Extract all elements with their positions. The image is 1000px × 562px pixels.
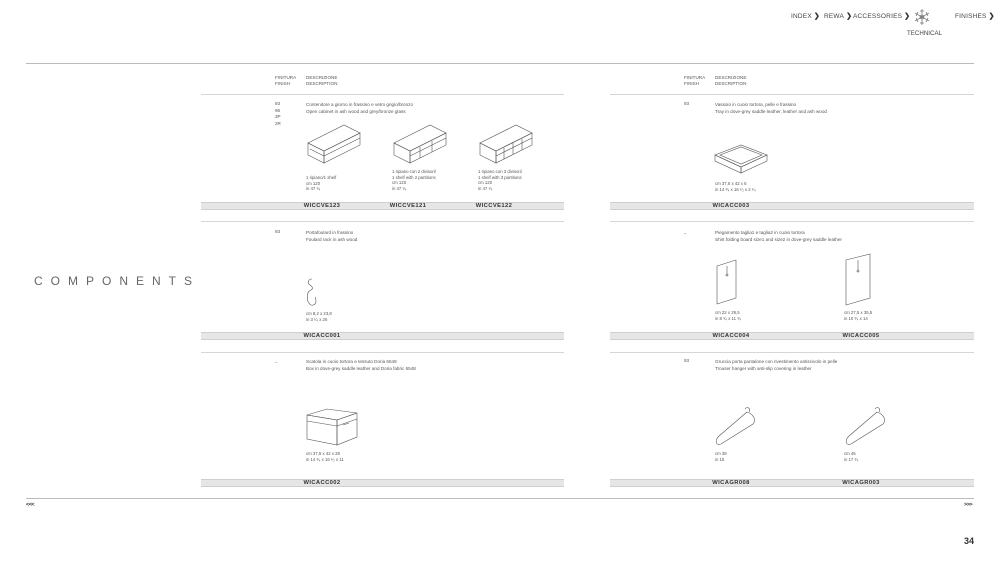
product-code-bar bbox=[610, 332, 974, 340]
description-it: Piegamento taglia1 e taglia2 in cuoio tortora bbox=[715, 230, 805, 235]
dimensions bbox=[306, 175, 336, 192]
description-it: Vassoio in cuoio tortora, pelle e frassino bbox=[715, 102, 797, 107]
finish-header bbox=[275, 75, 296, 87]
description-header-en: DESCRIPTION bbox=[715, 81, 747, 86]
right-header-line bbox=[610, 94, 974, 95]
product-code[interactable]: WICAGR008 bbox=[712, 479, 750, 486]
description-header bbox=[306, 75, 337, 87]
nav-index[interactable] bbox=[791, 12, 820, 20]
trouser-hanger-drawing bbox=[843, 406, 889, 448]
product-description bbox=[715, 229, 842, 243]
product-description bbox=[715, 358, 837, 372]
dimension-line: in 14 ³⁄₄ x 16 ¹⁄₂ x 11 bbox=[306, 456, 344, 462]
chevron-right-icon: ❯ bbox=[988, 13, 995, 20]
finish-code: _ bbox=[275, 358, 278, 363]
product-code-bar bbox=[610, 479, 974, 487]
dimension-line: 1 ripiano con 3 divisori/ bbox=[478, 169, 522, 174]
description-en: Trouser hanger with anti-slip covering in leather bbox=[715, 366, 812, 371]
dimensions bbox=[306, 311, 332, 322]
product-code-bar bbox=[610, 202, 974, 210]
next-page-button[interactable]: >>> bbox=[964, 502, 973, 508]
product-code[interactable]: WICACC005 bbox=[842, 332, 880, 339]
foulard-rack-drawing bbox=[304, 277, 320, 307]
dimension-line: cm 37,5 x 42 x 6 bbox=[715, 181, 747, 186]
description-en: Foulard rack in ash wood bbox=[306, 237, 358, 242]
chevron-right-icon: ❯ bbox=[846, 13, 853, 20]
finish-header-it: FINITURA bbox=[684, 75, 706, 80]
product-code-bar bbox=[201, 479, 564, 487]
dimension-line: 1 ripiano/1 shelf bbox=[306, 175, 337, 180]
frame-top-line bbox=[26, 63, 974, 64]
dimension-line: 1 shelf with 3 partitions bbox=[478, 174, 522, 180]
product-code[interactable]: WICAGR003 bbox=[842, 479, 880, 486]
description-it: Scatola in cuoio tortora e tessuto Doria 6548 bbox=[306, 359, 397, 364]
nav-index-label: INDEX bbox=[791, 13, 812, 20]
product-code[interactable]: WICACC001 bbox=[303, 332, 341, 339]
finish-codes bbox=[275, 101, 281, 127]
description-header bbox=[715, 75, 746, 87]
finish-code: 93 bbox=[684, 358, 690, 363]
description-en: Box in dove-grey saddle leather and Doria fabric 6548 bbox=[306, 366, 416, 371]
dimension-line: in 47 ¹⁄₄ bbox=[306, 186, 321, 192]
product-code[interactable]: WICCVE123 bbox=[303, 202, 341, 209]
nav-rewa[interactable] bbox=[824, 12, 852, 20]
dimensions bbox=[306, 451, 344, 462]
page-number: 34 bbox=[964, 536, 975, 546]
finish-header-it: FINITURA bbox=[275, 75, 297, 80]
dimension-line: cm 8,2 x 23,8 bbox=[306, 311, 332, 316]
description-header-it: DESCRIZIONE bbox=[306, 75, 338, 80]
box-drawing bbox=[305, 407, 359, 447]
nav-accessories-label: ACCESSORIES bbox=[853, 13, 903, 20]
finish-code: 96 bbox=[275, 107, 281, 113]
dimension-line: in 15 bbox=[715, 456, 725, 462]
dimension-line: in 8 ³⁄₄ x 11 ³⁄₄ bbox=[715, 315, 742, 321]
dimension-line: in 10 ³⁄₄ x 14 bbox=[844, 315, 868, 321]
nav-technical-label: TECHNICAL bbox=[907, 30, 943, 37]
finish-code: _ bbox=[684, 229, 687, 234]
description-it: Contenitore a giorno in frassino e vetro grigio/bronzo bbox=[306, 102, 413, 107]
finish-header-en: FINISH bbox=[684, 81, 700, 86]
dimension-line: 1 ripiano con 2 divisori/ bbox=[392, 169, 436, 174]
open-cabinet-drawing bbox=[392, 119, 448, 165]
open-cabinet-drawing bbox=[306, 119, 362, 165]
finish-code: 93 bbox=[275, 229, 281, 234]
finish-header-en: FINISH bbox=[275, 81, 291, 86]
product-description bbox=[306, 358, 416, 372]
product-code-bar bbox=[201, 332, 564, 340]
dimensions bbox=[844, 310, 872, 321]
nav-finishes-label: FINISHES bbox=[955, 13, 987, 20]
dimension-line: in 47 ¹⁄₄ bbox=[478, 185, 493, 191]
product-code[interactable]: WICACC002 bbox=[303, 479, 341, 486]
product-code[interactable]: WICACC004 bbox=[712, 332, 750, 339]
chevron-right-icon: ❯ bbox=[813, 13, 820, 20]
frame-bottom-line bbox=[26, 498, 974, 499]
dimensions bbox=[478, 169, 522, 191]
row-divider bbox=[201, 352, 564, 353]
product-code[interactable]: WICCVE122 bbox=[475, 202, 513, 209]
dimension-line: cm 120 bbox=[306, 180, 321, 186]
product-code[interactable]: WICCVE121 bbox=[389, 202, 427, 209]
finish-code: 93 bbox=[684, 101, 690, 106]
dimensions bbox=[715, 310, 741, 321]
dimensions bbox=[715, 451, 727, 462]
nav-rewa-label: REWA bbox=[824, 13, 845, 20]
dimension-line: cm 27,5 x 35,5 bbox=[844, 310, 873, 315]
section-title: COMPONENTS bbox=[34, 274, 201, 288]
description-header-en: DESCRIPTION bbox=[306, 81, 338, 86]
dimension-line: 1 shelf with 2 partitions bbox=[392, 174, 436, 180]
shirt-folding-board-drawing bbox=[843, 252, 873, 308]
dimension-line: cm 38 bbox=[715, 451, 727, 456]
description-en: Open cabinet in ash wood and grey/bronze glass bbox=[306, 109, 406, 114]
dimension-line: in 47 ¹⁄₄ bbox=[392, 185, 407, 191]
product-code-bar bbox=[201, 202, 564, 210]
finish-code: 93 bbox=[275, 101, 281, 106]
tray-drawing bbox=[713, 143, 769, 177]
open-cabinet-drawing bbox=[478, 119, 534, 165]
description-en: Shirt folding board size1 and size2 in dove-grey saddle leather bbox=[715, 237, 842, 242]
product-description bbox=[715, 101, 827, 115]
shirt-folding-board-drawing bbox=[714, 258, 740, 306]
product-description bbox=[306, 101, 413, 115]
row-divider bbox=[610, 221, 974, 222]
description-header-it: DESCRIZIONE bbox=[715, 75, 747, 80]
chevron-right-icon: ❯ bbox=[904, 13, 911, 20]
product-code[interactable]: WICACC003 bbox=[712, 202, 750, 209]
description-it: Portafoulard in frassino bbox=[306, 230, 354, 235]
dimension-line: cm 120 bbox=[392, 180, 407, 186]
dimension-line: in 14 ³⁄₄ x 16 ¹⁄₂ x 2 ¹⁄₄ bbox=[715, 186, 756, 192]
finish-code: 2R bbox=[275, 120, 281, 126]
nav-finishes[interactable] bbox=[955, 12, 995, 20]
finish-code: 3P bbox=[275, 114, 281, 119]
dimensions bbox=[844, 451, 858, 462]
dimension-line: in 3 ¹⁄₄ x 26 bbox=[306, 316, 328, 322]
description-it: Gruccia porta pantalone con rivestimento antiscivolo in pelle bbox=[715, 359, 838, 364]
description-en: Tray in dove-grey saddle leather, leather and ash wood bbox=[715, 109, 827, 114]
dimensions bbox=[392, 169, 436, 191]
left-header-line bbox=[201, 94, 564, 95]
finish-header bbox=[684, 75, 705, 87]
nav-technical[interactable] bbox=[907, 8, 943, 37]
trouser-hanger-drawing bbox=[713, 406, 759, 448]
prev-page-button[interactable]: <<< bbox=[26, 502, 35, 508]
nav-accessories[interactable] bbox=[853, 12, 910, 20]
dimension-line: cm 45 bbox=[844, 451, 856, 456]
dimension-line: cm 120 bbox=[478, 180, 493, 186]
dimension-line: in 17 ³⁄₄ bbox=[844, 456, 859, 462]
row-divider bbox=[201, 221, 564, 222]
row-divider bbox=[610, 352, 974, 353]
dimensions bbox=[715, 181, 756, 192]
product-description bbox=[306, 229, 357, 243]
dimension-line: cm 37,5 x 42 x 28 bbox=[306, 451, 340, 456]
dimension-line: cm 22 x 29,5 bbox=[715, 310, 740, 315]
technical-star-icon bbox=[907, 8, 937, 26]
